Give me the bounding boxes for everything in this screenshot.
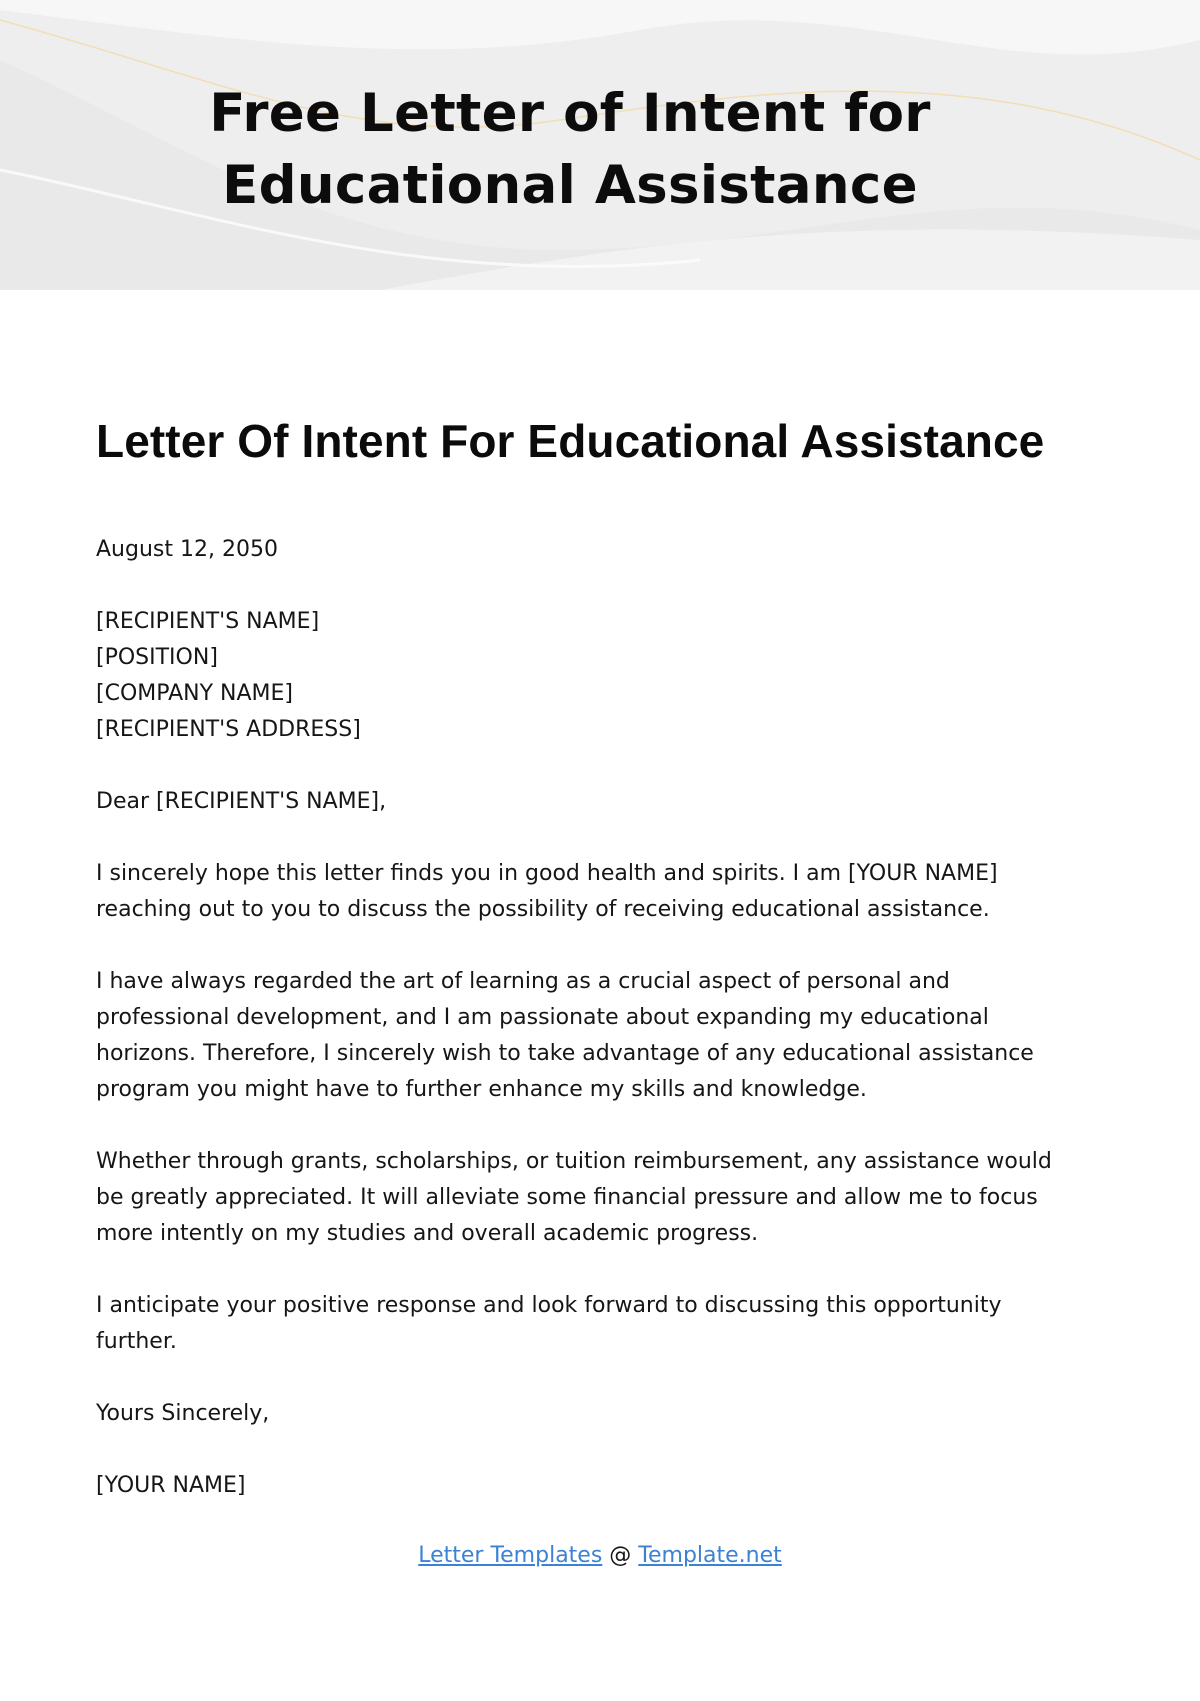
paragraph-line: I anticipate your positive response and look forward to discussing this opportunity xyxy=(96,1293,1002,1318)
paragraph-line: Whether through grants, scholarships, or tuition reimbursement, any assistance would xyxy=(96,1149,1052,1174)
paragraph-3 xyxy=(96,1144,1106,1252)
recipient-position: [POSITION] xyxy=(96,645,218,670)
banner-title xyxy=(0,78,1140,222)
template-net-link[interactable]: Template.net xyxy=(638,1543,782,1568)
document-heading: Letter Of Intent For Educational Assistance xyxy=(96,415,1045,467)
paragraph-line: reaching out to you to discuss the possibility of receiving educational assistance. xyxy=(96,897,990,922)
paragraph-line: horizons. Therefore, I sincerely wish to take advantage of any educational assistance xyxy=(96,1041,1034,1066)
footer-credit xyxy=(0,1538,1200,1574)
letter-templates-link[interactable]: Letter Templates xyxy=(418,1543,603,1568)
recipient-name: [RECIPIENT'S NAME] xyxy=(96,609,320,634)
signature: [YOUR NAME] xyxy=(96,1473,246,1498)
letter-date: August 12, 2050 xyxy=(96,537,278,562)
footer-separator: @ xyxy=(602,1543,639,1568)
recipient-address: [RECIPIENT'S ADDRESS] xyxy=(96,717,361,742)
header-banner xyxy=(0,0,1200,290)
paragraph-line: be greatly appreciated. It will alleviate some financial pressure and allow me to focus xyxy=(96,1185,1038,1210)
paragraph-line: more intently on my studies and overall academic progress. xyxy=(96,1221,759,1246)
paragraph-line: I sincerely hope this letter finds you in good health and spirits. I am [YOUR NAME] xyxy=(96,861,998,886)
recipient-block xyxy=(96,604,1106,748)
paragraph-1 xyxy=(96,856,1106,928)
paragraph-line: further. xyxy=(96,1329,177,1354)
banner-title-line-2: Educational Assistance xyxy=(222,155,918,216)
closing: Yours Sincerely, xyxy=(96,1401,270,1426)
paragraph-2 xyxy=(96,964,1106,1108)
letter-body xyxy=(96,532,1106,1504)
paragraph-line: program you might have to further enhance my skills and knowledge. xyxy=(96,1077,867,1102)
paragraph-line: I have always regarded the art of learning as a crucial aspect of personal and xyxy=(96,969,950,994)
banner-title-line-1: Free Letter of Intent for xyxy=(209,83,931,144)
paragraph-4 xyxy=(96,1288,1106,1360)
paragraph-line: professional development, and I am passionate about expanding my educational xyxy=(96,1005,989,1030)
recipient-company: [COMPANY NAME] xyxy=(96,681,294,706)
salutation: Dear [RECIPIENT'S NAME], xyxy=(96,789,387,814)
